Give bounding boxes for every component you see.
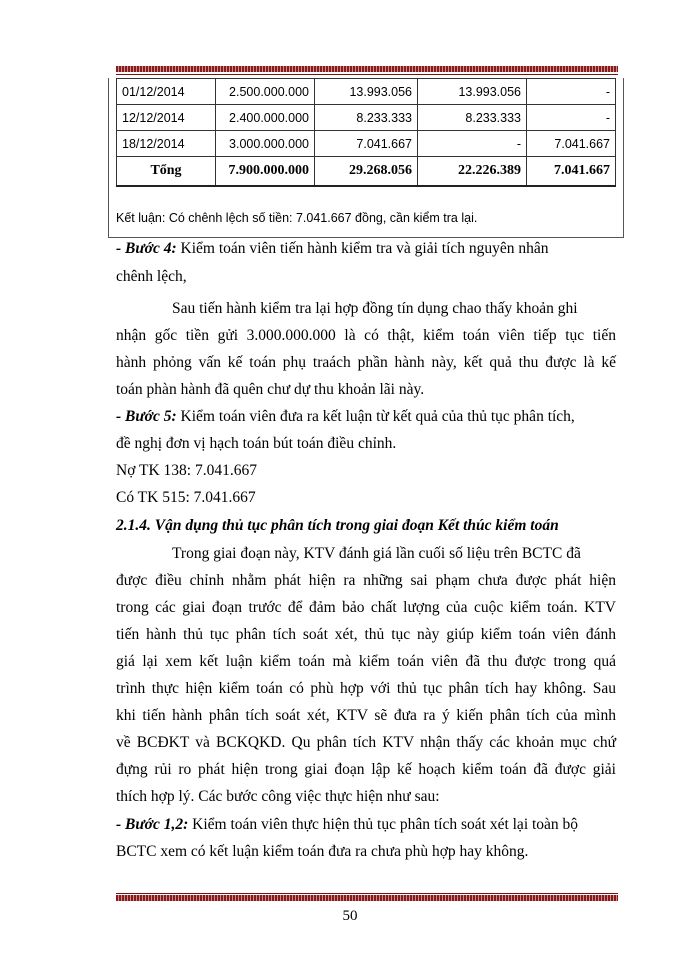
step5-label: - Bước 5: <box>116 408 177 425</box>
para2-line6: trình thực hiện kiểm toán có phù hợp với thủ tục phân tích hay không. Sau <box>116 680 616 697</box>
header-border <box>116 66 618 72</box>
footer-border <box>116 895 618 901</box>
cell-value: 7.041.667 <box>315 131 418 157</box>
footer-border-line <box>116 893 618 894</box>
step12-label: - Bước 1,2: <box>116 816 189 833</box>
cell-value: - <box>418 131 527 157</box>
total-label: Tổng <box>117 157 216 187</box>
step5-line2: đề nghị đơn vị hạch toán bút toán điều chỉnh. <box>116 435 397 452</box>
table-row <box>117 105 616 131</box>
cell-principal: 2.500.000.000 <box>216 79 315 105</box>
total-value: 22.226.389 <box>418 157 527 187</box>
page-number: 50 <box>342 908 358 924</box>
cell-difference: 7.041.667 <box>527 131 616 157</box>
para2-line10: thích hợp lý. Các bước công việc thực hiện như sau: <box>116 788 440 805</box>
cell-principal: 2.400.000.000 <box>216 105 315 131</box>
step12-text: Kiểm toán viên thực hiện thủ tục phân tích soát xét lại toàn bộ <box>188 816 579 833</box>
step4-line1 <box>116 240 549 258</box>
cell-date: 12/12/2014 <box>117 105 216 131</box>
entry-debit: Nợ TK 138: 7.041.667 <box>116 462 257 479</box>
para1-line1: Sau tiến hành kiểm tra lại hợp đồng tín dụng chao thấy khoản ghi <box>172 300 578 317</box>
table-conclusion: Kết luận: Có chênh lệch số tiền: 7.041.667 đồng, cần kiểm tra lại. <box>116 211 478 225</box>
para2-line2: được điều chỉnh nhằm phát hiện ra những sai phạm chưa được phát hiện <box>116 572 616 589</box>
table-total-row <box>117 157 616 187</box>
header-border-line <box>116 74 618 75</box>
table-row <box>117 131 616 157</box>
para2-line3: trong các giai đoạn trước để đảm bảo chất lượng của cuộc kiểm toán. KTV <box>116 599 616 616</box>
para2-line4: tiến hành thủ tục phân tích soát xét, thủ tục này giúp kiểm toán viên đánh <box>116 626 616 643</box>
step12-line1 <box>116 816 578 834</box>
cell-value: 8.233.333 <box>315 105 418 131</box>
cell-principal: 3.000.000.000 <box>216 131 315 157</box>
cell-date: 18/12/2014 <box>117 131 216 157</box>
step4-label: - Bước 4: <box>116 240 177 257</box>
para2-line8: về BCĐKT và BCKQKD. Qu phân tích KTV nhận thấy các khoản mục chứ <box>116 734 616 751</box>
cell-value: 13.993.056 <box>315 79 418 105</box>
cell-value: 13.993.056 <box>418 79 527 105</box>
para1-line2: nhận gốc tiền gửi 3.000.000.000 là có thật, kiểm toán viên tiếp tục tiến <box>116 327 616 344</box>
total-principal: 7.900.000.000 <box>216 157 315 187</box>
entry-credit: Có TK 515: 7.041.667 <box>116 489 256 506</box>
para2-line7: khi tiến hành phân tích soát xét, KTV sẽ đưa ra ý kiến phân tích của mình <box>116 707 616 724</box>
section-heading: 2.1.4. Vận dụng thủ tục phân tích trong giai đoạn Kết thúc kiểm toán <box>116 517 559 534</box>
interest-table <box>116 78 616 187</box>
step12-line2: BCTC xem có kết luận kiểm toán đưa ra chưa phù hợp hay không. <box>116 843 529 860</box>
step5-text: Kiểm toán viên đưa ra kết luận từ kết quả của thủ tục phân tích, <box>176 408 575 425</box>
cell-difference: - <box>527 105 616 131</box>
step5-line1 <box>116 408 575 426</box>
cell-value: 8.233.333 <box>418 105 527 131</box>
table-row <box>117 79 616 105</box>
step4-line2: chênh lệch, <box>116 268 187 285</box>
para2-line1: Trong giai đoạn này, KTV đánh giá lần cuối số liệu trên BCTC đã <box>172 545 581 562</box>
para2-line5: giá lại xem kết luận kiểm toán mà kiểm toán viên đã thu được trong quá <box>116 653 616 670</box>
para2-line9: đựng rủi ro phát hiện trong giai đoạn lập kế hoạch kiểm toán đã được giải <box>116 761 616 778</box>
total-value: 29.268.056 <box>315 157 418 187</box>
para1-line3: hành phỏng vấn kế toán phụ traách phần hành này, kết quả thu được là kế <box>116 354 616 371</box>
cell-difference: - <box>527 79 616 105</box>
total-difference: 7.041.667 <box>527 157 616 187</box>
cell-date: 01/12/2014 <box>117 79 216 105</box>
step4-text: Kiểm toán viên tiến hành kiểm tra và giải tích nguyên nhân <box>176 240 549 257</box>
para1-line4: toán phàn hành đã quên chư dự thu khoản lãi này. <box>116 381 425 398</box>
